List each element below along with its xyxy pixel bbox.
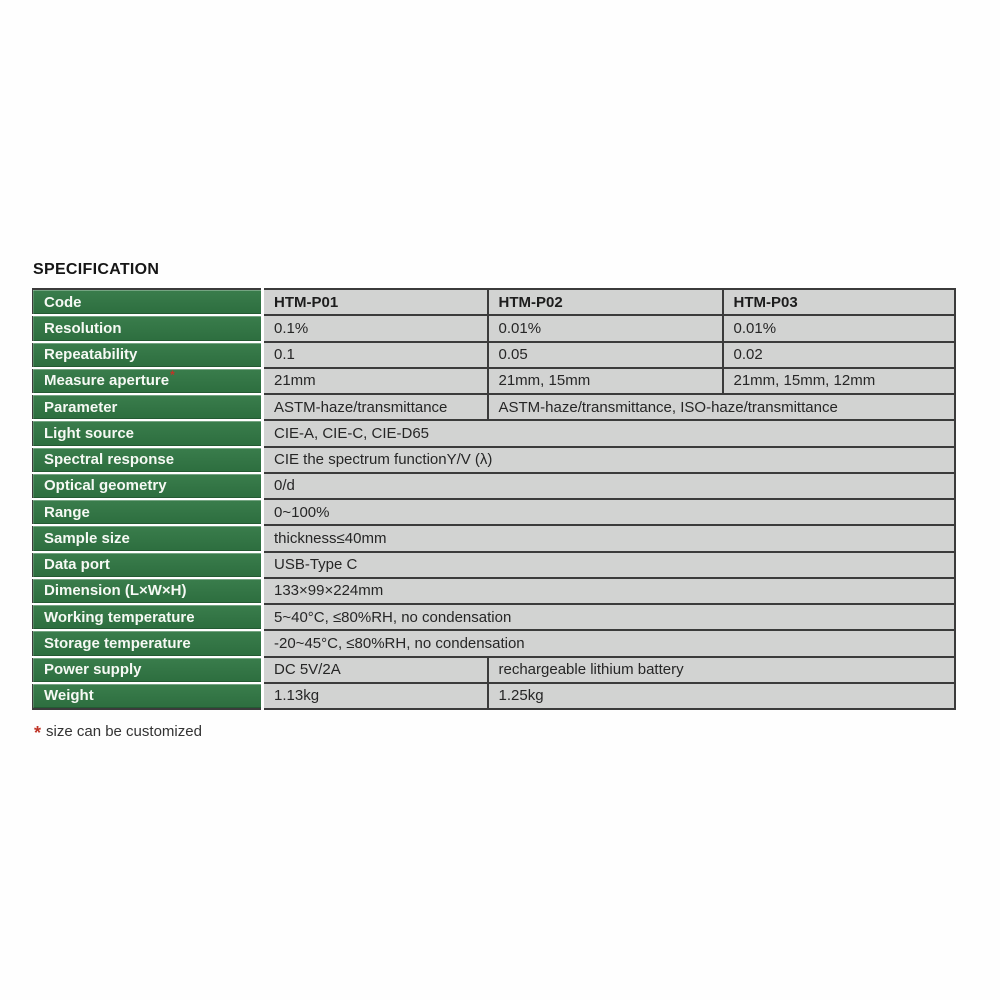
- table-row: [33, 368, 955, 394]
- table-row: [33, 315, 955, 341]
- spec-value-cell: 0/d: [263, 473, 955, 499]
- spec-value-cell: thickness≤40mm: [263, 525, 955, 551]
- spec-label-cell: [33, 342, 263, 368]
- spec-value-cell: 0~100%: [263, 499, 955, 525]
- spec-label-cell: [33, 525, 263, 551]
- spec-value-cell: CIE-A, CIE-C, CIE-D65: [263, 420, 955, 446]
- spec-label-cell: [33, 683, 263, 709]
- spec-value-cell: 1.13kg: [263, 683, 488, 709]
- spec-label-text: Power supply: [44, 661, 142, 679]
- spec-label-cell: [33, 289, 263, 315]
- spec-value-cell: 133×99×224mm: [263, 578, 955, 604]
- spec-value-cell: 0.01%: [723, 315, 955, 341]
- spec-label-text: Range: [44, 503, 90, 521]
- spec-label-cell: [33, 368, 263, 394]
- spec-label-cell: [33, 552, 263, 578]
- spec-value-cell: -20~45°C, ≤80%RH, no condensation: [263, 630, 955, 656]
- spec-label-text: Spectral response: [44, 451, 175, 469]
- footnote-text: size can be customized: [46, 723, 202, 740]
- spec-label-text: Data port: [44, 556, 110, 574]
- spec-value-cell: 21mm: [263, 368, 488, 394]
- spec-value-cell: 21mm, 15mm: [488, 368, 723, 394]
- spec-label-text: Parameter: [44, 398, 118, 416]
- spec-label-text: Resolution: [44, 319, 122, 337]
- spec-label-cell: [33, 447, 263, 473]
- table-row: [33, 604, 955, 630]
- spec-value-cell: 0.02: [723, 342, 955, 368]
- table-row: [33, 394, 955, 420]
- spec-table-body: [33, 289, 955, 709]
- spec-label-cell: [33, 420, 263, 446]
- spec-table: [32, 288, 956, 710]
- table-row: [33, 473, 955, 499]
- table-row: [33, 499, 955, 525]
- spec-label-text: Dimension (L×W×H): [44, 582, 187, 600]
- spec-label-text: Working temperature: [44, 608, 195, 626]
- spec-label-text: Optical geometry: [44, 477, 167, 495]
- spec-value-cell: 5~40°C, ≤80%RH, no condensation: [263, 604, 955, 630]
- spec-value-cell: 0.1%: [263, 315, 488, 341]
- spec-header-cell: HTM-P03: [723, 289, 955, 315]
- table-row: [33, 552, 955, 578]
- spec-label-cell: [33, 657, 263, 683]
- spec-label-text: Code: [44, 293, 82, 311]
- footnote: [34, 723, 202, 744]
- spec-label-cell: [33, 394, 263, 420]
- spec-value-cell: 21mm, 15mm, 12mm: [723, 368, 955, 394]
- spec-label-text: Measure aperture: [44, 372, 170, 390]
- spec-value-cell: 0.01%: [488, 315, 723, 341]
- spec-value-cell: rechargeable lithium battery: [488, 657, 955, 683]
- spec-value-cell: ASTM-haze/transmittance: [263, 394, 488, 420]
- spec-label-text: Light source: [44, 424, 135, 442]
- table-row: [33, 342, 955, 368]
- table-row: [33, 683, 955, 709]
- spec-value-cell: 1.25kg: [488, 683, 955, 709]
- spec-header-cell: HTM-P01: [263, 289, 488, 315]
- spec-label-cell: [33, 604, 263, 630]
- spec-label-cell: [33, 630, 263, 656]
- spec-value-cell: DC 5V/2A: [263, 657, 488, 683]
- spec-label-text: Repeatability: [44, 346, 138, 364]
- table-row: [33, 525, 955, 551]
- spec-value-cell: CIE the spectrum functionY/V (λ): [263, 447, 955, 473]
- spec-label-cell: [33, 578, 263, 604]
- table-row: [33, 420, 955, 446]
- spec-value-cell: ASTM-haze/transmittance, ISO-haze/transmittance: [488, 394, 955, 420]
- spec-label-cell: [33, 473, 263, 499]
- spec-label-text: Storage temperature: [44, 634, 191, 652]
- page-title: SPECIFICATION: [33, 261, 160, 278]
- table-row: [33, 447, 955, 473]
- spec-value-cell: USB-Type C: [263, 552, 955, 578]
- spec-header-cell: HTM-P02: [488, 289, 723, 315]
- spec-label-text: Weight: [44, 687, 94, 705]
- spec-label-cell: [33, 315, 263, 341]
- table-row: [33, 630, 955, 656]
- table-row: [33, 289, 955, 315]
- spec-label-text: Sample size: [44, 529, 130, 547]
- table-row: [33, 578, 955, 604]
- table-row: [33, 657, 955, 683]
- spec-value-cell: 0.1: [263, 342, 488, 368]
- red-asterisk-icon: *: [34, 723, 42, 743]
- spec-label-cell: [33, 499, 263, 525]
- red-asterisk-icon: *: [170, 368, 175, 383]
- spec-value-cell: 0.05: [488, 342, 723, 368]
